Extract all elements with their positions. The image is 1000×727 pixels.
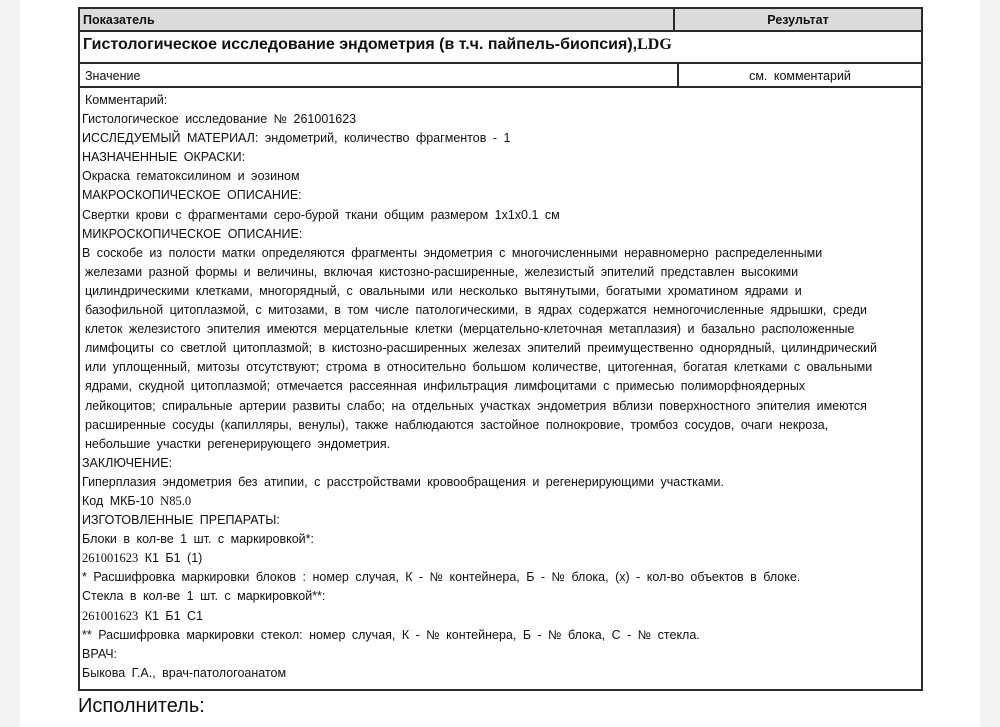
column-header-result: Результат <box>767 13 829 27</box>
test-title-suffix: LDG <box>637 36 672 53</box>
value-row <box>80 64 921 88</box>
conclusion-heading: ЗАКЛЮЧЕНИЕ: <box>82 455 173 470</box>
doctor-heading: ВРАЧ: <box>82 646 118 661</box>
block-mark: К1 Б1 (1) <box>138 551 203 566</box>
micro-line: В соскобе из полости матки определяются фрагменты эндометрия с многочисленными неравномерно распределенными <box>82 245 823 260</box>
blocks-label: Блоки в кол-ве 1 шт. с маркировкой*: <box>82 532 314 547</box>
stains: Окраска гематоксилином и эозином <box>82 169 300 184</box>
test-title-row <box>80 32 921 64</box>
study-number: Гистологическое исследование № 261001623 <box>82 112 357 127</box>
slide-marking <box>82 607 921 626</box>
test-title: Гистологическое исследование эндометрия (в т.ч. пайпель-биопсия), <box>83 36 638 53</box>
icd-code: N85.0 <box>160 493 192 508</box>
block-case-number: 261001623 <box>82 551 139 566</box>
micro-line: ядрами, скудной цитоплазмой; отмечается рассеянная инфильтрация лимфоцитами с примесью полиморфноядерных <box>85 379 806 394</box>
comment-block <box>80 88 921 689</box>
blocks-legend: * Расшифровка маркировки блоков : номер случая, К - № контейнера, Б - № блока, (х) - кол-во объектов в блоке. <box>82 570 801 585</box>
micro-line: или уплощенный, митозы отсутствуют; строма в относительно большом количестве, цитогенная, богатая клетками с овальными <box>85 360 873 375</box>
stains-heading: НАЗНАЧЕННЫЕ ОКРАСКИ: <box>82 150 246 165</box>
executor-label: Исполнитель: <box>78 695 205 717</box>
micro-line: лимфоциты со светлой цитоплазмой; в кистозно-расширенных железах эпителий преимущественно однорядный, цилиндрический <box>85 341 877 356</box>
value-result: см. комментарий <box>749 69 851 83</box>
micro-line: небольшие участки регенерирующего эндометрия. <box>85 436 391 451</box>
block-marking <box>82 549 921 568</box>
value-label: Значение <box>80 64 679 86</box>
material: ИССЛЕДУЕМЫЙ МАТЕРИАЛ: эндометрий, количество фрагментов - 1 <box>82 131 511 146</box>
slides-label: Стекла в кол-ве 1 шт. с маркировкой**: <box>82 589 326 604</box>
column-header-indicator: Показатель <box>80 9 675 30</box>
comment-label: Комментарий: <box>85 93 168 107</box>
micro-line: расширенные сосуды (капилляры, венулы), также наблюдаются застойное полнокровие, тромбоз сосудов, очаги некроза, <box>85 417 829 432</box>
prepared-heading: ИЗГОТОВЛЕННЫЕ ПРЕПАРАТЫ: <box>82 513 280 528</box>
macro-description: Свертки крови с фрагментами серо-бурой ткани общим размером 1x1x0.1 см <box>82 207 560 222</box>
micro-line: клеток железистого эпителия имеются мерцательные клетки (мерцательно-клеточная метаплазия) и базально расположенные <box>85 322 855 337</box>
icd-label: Код МКБ-10 <box>82 493 161 508</box>
micro-heading: МИКРОСКОПИЧЕСКОЕ ОПИСАНИЕ: <box>82 226 303 241</box>
macro-heading: МАКРОСКОПИЧЕСКОЕ ОПИСАНИЕ: <box>82 188 302 203</box>
table-header-row <box>80 9 921 32</box>
micro-line: железами разной формы и величины, включая кистозно-расширенные, железистый эпителий представлен высокими <box>85 264 799 279</box>
slides-legend: ** Расшифровка маркировки стекол: номер случая, К - № контейнера, Б - № блока, С - № стекла. <box>82 627 700 642</box>
conclusion: Гиперплазия эндометрия без атипии, с расстройствами кровообращения и регенерирующими участками. <box>82 474 724 489</box>
document-page <box>20 0 980 727</box>
micro-line: лейкоцитов; спиральные артерии развиты слабо; на отдельных участках эндометрия вблизи поверхностного эпителия имеются <box>85 398 867 413</box>
micro-line: базофильной цитоплазмой, с митозами, в том числе патологическими, в ядрах содержатся немногочисленные ядрышки, среди <box>85 303 868 318</box>
result-table <box>78 7 923 691</box>
slide-mark: К1 Б1 С1 <box>138 608 204 623</box>
icd-code-line <box>82 492 921 511</box>
micro-line: цилиндрическими клетками, многорядный, с овальными или несколько вытянутыми, богатыми хроматином ядрами и <box>85 283 802 298</box>
doctor-name: Быкова Г.А., врач-патологоанатом <box>82 665 287 680</box>
slide-case-number: 261001623 <box>82 608 139 623</box>
